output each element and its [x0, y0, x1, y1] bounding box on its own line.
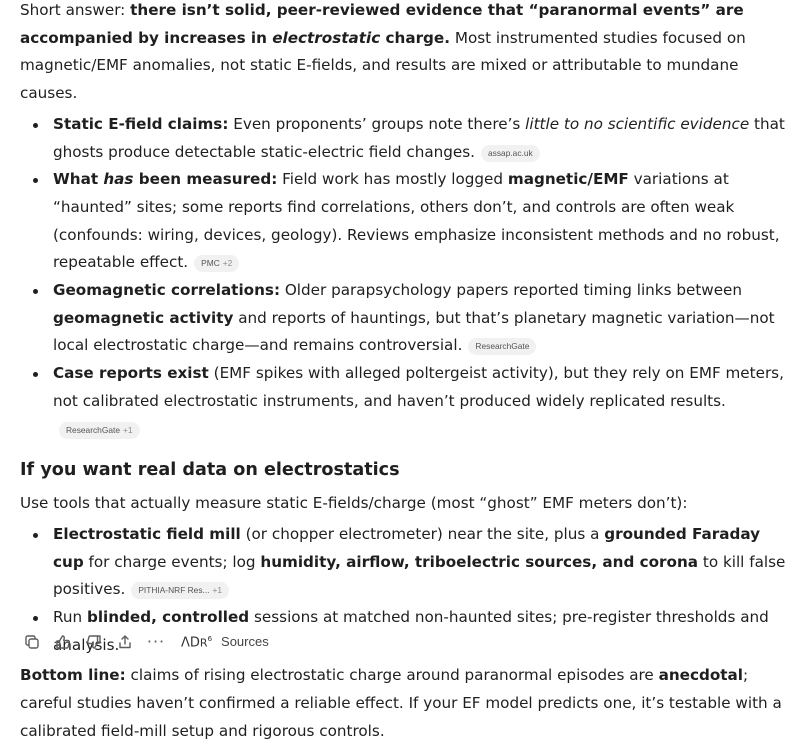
bullet-bold: geomagnetic activity — [53, 308, 234, 327]
bullet-bold: Electrostatic field mill — [53, 524, 241, 543]
bottom-line-paragraph — [20, 662, 790, 745]
intro-bold-end: charge. — [380, 28, 451, 47]
more-icon[interactable] — [148, 634, 164, 650]
list-item — [53, 111, 790, 166]
source-chip-label: assap.ac.uk — [488, 147, 533, 158]
bottom-text: ; careful studies haven’t confirmed a reliable effect. If your EF model predicts one, it’s testable with a calibrated field-mill setup and rigorous controls. — [20, 666, 782, 740]
intro-bold-italic: electrostatic — [272, 28, 381, 47]
list-item — [53, 166, 790, 277]
bullet-text: to kill false positives. — [53, 552, 786, 599]
source-logo-sup2: 6 — [207, 635, 213, 644]
bullet-bold: blinded, controlled — [86, 608, 250, 627]
bullet-italic: little to no scientific evidence — [525, 114, 750, 133]
bullet-bold: grounded Faraday cup — [53, 524, 761, 571]
bullet-bold: humidity, airflow, triboelectric sources, and corona — [260, 552, 699, 571]
section-paragraph: Use tools that actually measure static E-fields/charge (most “ghost” EMF meters don’t): — [20, 494, 688, 513]
bullet-text: and reports of hauntings, but that’s planetary magnetic variation—not local electrostatic charge—and remains controversial. — [53, 308, 775, 355]
bullet-text: Run — [53, 608, 87, 627]
share-icon[interactable] — [117, 634, 133, 650]
thumbs-up-icon[interactable] — [55, 634, 71, 650]
bottom-text: claims of rising electrostatic charge around paranormal episodes are — [125, 666, 659, 685]
bullet-title: Case reports exist — [53, 364, 209, 383]
bullet-title — [53, 170, 277, 188]
sources-button[interactable] — [181, 626, 269, 657]
intro-lead: Short answer: — [20, 1, 131, 19]
source-logo-sup: R — [199, 636, 208, 650]
bullet-title: Geomagnetic correlations: — [53, 281, 281, 300]
bullet-text: for charge events; log — [83, 552, 261, 571]
source-chip-more: +1 — [212, 585, 223, 596]
source-chip-label: PITHIA-NRF Res... — [138, 585, 210, 596]
source-chip[interactable] — [194, 255, 239, 272]
list-item — [53, 360, 790, 443]
bullet-bold: magnetic/EMF — [507, 170, 629, 189]
bullet-title-italic: has — [103, 170, 134, 189]
list-item — [53, 521, 790, 604]
message-action-bar — [24, 630, 277, 654]
intro-paragraph — [20, 0, 790, 108]
bullet-title-b: been measured: — [133, 170, 278, 189]
intro-rest: Most instrumented studies focused on magnetic/EMF anomalies, not static E-fields, and results are mixed or attributable to mundane causes. — [20, 28, 746, 103]
bottom-bold: anecdotal — [658, 666, 743, 685]
bullet-text: Older parapsychology papers reported timing links between — [280, 281, 743, 300]
list-item — [53, 277, 790, 360]
source-chip-label: ResearchGate — [475, 341, 530, 352]
source-chip-label: PMC — [201, 258, 220, 269]
more-glyph: ··· — [146, 632, 166, 651]
source-chip[interactable] — [59, 422, 140, 439]
intro-bold-text: there isn’t solid, peer-reviewed evidence that “paranormal events” are accompanied by increases in — [20, 1, 744, 47]
bullet-text: Even proponents’ groups note there’s — [228, 114, 526, 133]
bullet-text: (or chopper electrometer) near the site, plus a — [240, 524, 605, 543]
bullet-text: that ghosts produce detectable static-electric field changes. — [53, 114, 785, 161]
section-heading: If you want real data on electrostatics — [20, 460, 400, 481]
source-chip[interactable] — [131, 582, 229, 599]
source-logo-icons — [181, 626, 212, 657]
source-logo-text: ΛD — [181, 635, 200, 651]
sources-label: Sources — [221, 634, 269, 650]
source-chip[interactable] — [481, 145, 540, 162]
bullet-text: (EMF spikes with alleged poltergeist activity), but they rely on EMF meters, not calibrated electrostatic instruments, and haven’t produced widely replicated results. — [53, 364, 784, 410]
bullet-title-a: What — [53, 170, 104, 189]
bullet-text: Field work has mostly logged — [277, 170, 508, 189]
source-chip-more: +2 — [222, 258, 233, 269]
source-chip-more: +1 — [123, 424, 133, 435]
evidence-list — [20, 111, 790, 443]
bottom-line-label: Bottom line: — [20, 666, 126, 685]
source-chip-label: ResearchGate — [66, 424, 120, 435]
bullet-text: sessions at matched non-haunted sites; pre-register thresholds and analysis. — [53, 608, 769, 654]
thumbs-down-icon[interactable] — [86, 634, 102, 650]
source-chip[interactable] — [468, 338, 536, 355]
copy-icon[interactable] — [24, 634, 40, 650]
bullet-text: variations at “haunted” sites; some reports find correlations, others don’t, and controls are often weak (confounds: wiring, devices, geology). Reviews emphasize inconsistent methods and no robust, repeatable effect. — [53, 170, 780, 272]
bullet-title: Static E-field claims: — [53, 114, 229, 133]
